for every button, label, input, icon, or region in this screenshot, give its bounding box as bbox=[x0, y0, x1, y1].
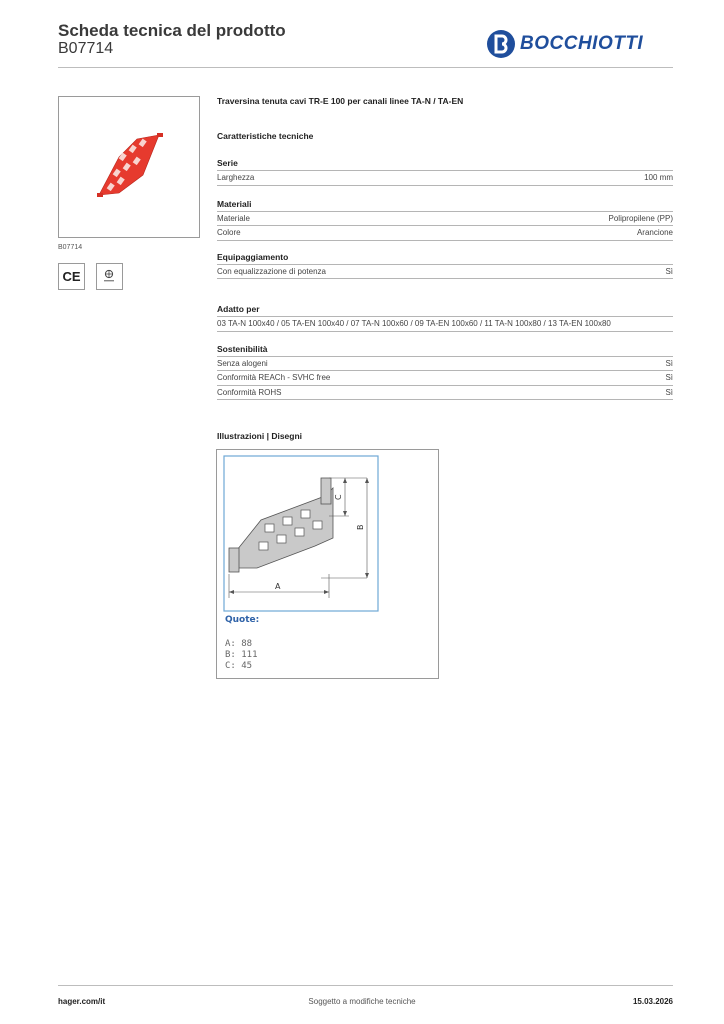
header-divider bbox=[58, 67, 673, 68]
spec-value: 100 mm bbox=[644, 173, 673, 182]
bsi-mark-icon bbox=[96, 263, 123, 290]
spec-label: Larghezza bbox=[217, 173, 255, 182]
spec-group-adatto-per bbox=[217, 303, 673, 332]
spec-value: Arancione bbox=[636, 228, 673, 237]
spec-label: Conformità REACh - SVHC free bbox=[217, 373, 331, 382]
spec-value: Sì bbox=[665, 387, 673, 397]
product-image-frame bbox=[58, 96, 200, 238]
spec-value: Sì bbox=[665, 358, 673, 368]
spec-group-heading: Equipaggiamento bbox=[217, 251, 673, 265]
ce-mark-icon bbox=[58, 263, 85, 290]
spec-row bbox=[217, 317, 673, 332]
quote-b: B: 111 bbox=[225, 650, 258, 660]
spec-group-serie bbox=[217, 157, 673, 186]
logo-text: BOCCHIOTTI bbox=[520, 33, 644, 54]
drawings-title: Illustrazioni | Disegni bbox=[217, 431, 303, 441]
spec-value: Polipropilene (PP) bbox=[608, 213, 673, 223]
ce-mark-label: CE bbox=[62, 269, 81, 284]
spec-label: Colore bbox=[217, 228, 241, 237]
quote-a: A: 88 bbox=[225, 639, 253, 649]
spec-label: Senza alogeni bbox=[217, 358, 268, 368]
product-code-header: B07714 bbox=[58, 40, 114, 57]
spec-group-heading: Sostenibilità bbox=[217, 343, 673, 357]
spec-group-heading: Serie bbox=[217, 157, 673, 171]
spec-label: Conformità ROHS bbox=[217, 387, 282, 397]
spec-group-materiali bbox=[217, 198, 673, 241]
spec-row bbox=[217, 171, 673, 186]
dimension-label-a: A bbox=[275, 582, 281, 591]
spec-row bbox=[217, 226, 673, 241]
quote-c: C: 45 bbox=[225, 661, 253, 671]
quote-title: Quote: bbox=[225, 615, 260, 625]
spec-subtitle: Caratteristiche tecniche bbox=[217, 131, 314, 141]
spec-row bbox=[217, 212, 673, 227]
spec-value: Sì bbox=[665, 266, 673, 276]
product-description: Traversina tenuta cavi TR-E 100 per canali linee TA-N / TA-EN bbox=[217, 96, 464, 106]
spec-group-equipaggiamento bbox=[217, 251, 673, 280]
spec-row bbox=[217, 371, 673, 386]
footer-divider bbox=[58, 985, 673, 986]
spec-row bbox=[217, 265, 673, 280]
spec-group-heading: Materiali bbox=[217, 198, 673, 212]
bocchiotti-logo-icon bbox=[486, 29, 516, 59]
spec-group-sostenibilita bbox=[217, 343, 673, 401]
spec-label: Con equalizzazione di potenza bbox=[217, 266, 326, 276]
spec-group-heading: Adatto per bbox=[217, 303, 673, 317]
brand-logo bbox=[486, 29, 643, 59]
spec-section bbox=[217, 96, 673, 400]
cable-crossbar-image bbox=[59, 97, 201, 239]
spec-label: Materiale bbox=[217, 213, 250, 223]
page-title: Scheda tecnica del prodotto bbox=[58, 21, 286, 40]
dimension-label-c: C bbox=[334, 494, 343, 500]
technical-drawing-frame bbox=[216, 449, 439, 679]
footer-notice: Soggetto a modifiche tecniche bbox=[308, 997, 416, 1006]
footer-website-link[interactable]: hager.com/it bbox=[58, 997, 106, 1006]
dimension-label-b: B bbox=[356, 524, 365, 530]
spec-label: 03 TA-N 100x40 / 05 TA-EN 100x40 / 07 TA-N 100x60 / 09 TA-EN 100x60 / 11 TA-N 100x80 / 13 TA-EN 100x80 bbox=[217, 319, 611, 328]
spec-value: Sì bbox=[665, 373, 673, 382]
spec-row bbox=[217, 386, 673, 401]
product-code-label: B07714 bbox=[58, 244, 83, 251]
spec-row bbox=[217, 357, 673, 372]
footer-date: 15.03.2026 bbox=[632, 997, 673, 1006]
